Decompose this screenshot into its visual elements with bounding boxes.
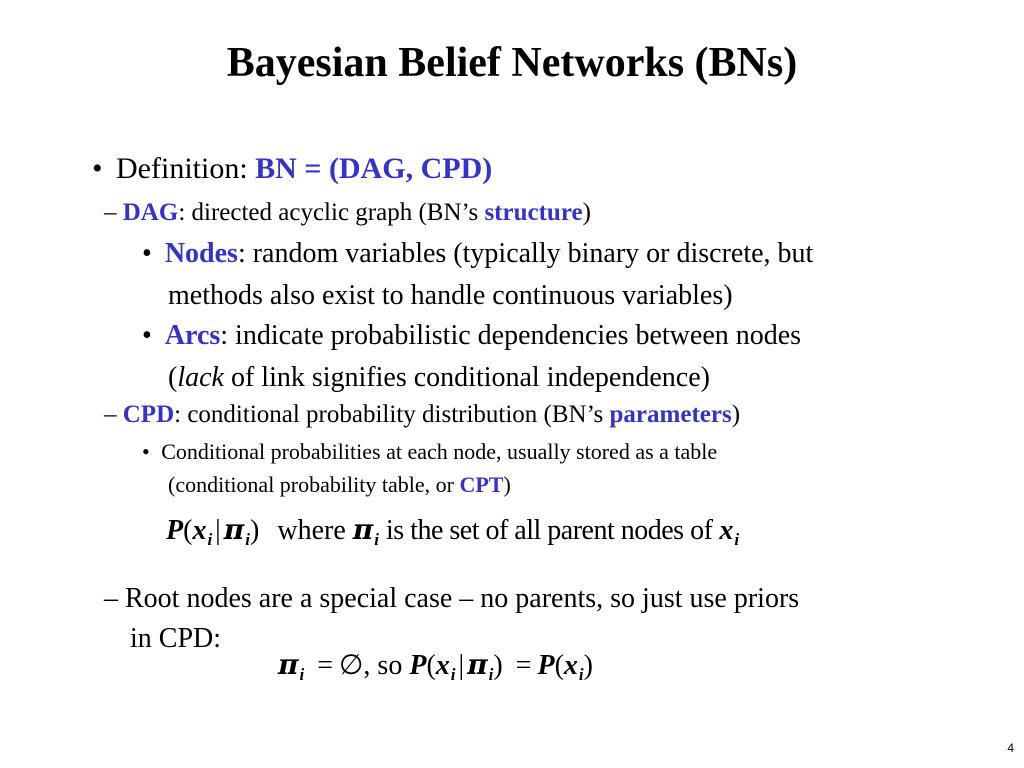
nodes-item bbox=[142, 238, 813, 270]
arcs-line2-italic: lack bbox=[177, 362, 224, 393]
bullet-dot: • bbox=[142, 439, 150, 464]
formula-equals: = bbox=[515, 650, 532, 681]
cpt-line2-text: (conditional probability table, or bbox=[168, 472, 460, 497]
formula-x: x bbox=[719, 515, 734, 546]
formula-empty-set: ∅ bbox=[339, 650, 364, 681]
formula-description: is the set of all parent nodes of bbox=[385, 515, 713, 546]
dag-highlight: structure bbox=[484, 199, 583, 226]
definition-text: Definition: bbox=[116, 152, 256, 185]
nodes-text-line2: methods also exist to handle continuous variables) bbox=[168, 280, 733, 311]
formula-x: x bbox=[435, 650, 450, 681]
formula-conditional-probability bbox=[166, 513, 739, 550]
arcs-text-line1: : indicate probabilistic dependencies between nodes bbox=[220, 320, 802, 351]
formula-comma: , bbox=[363, 650, 371, 681]
formula-P: P bbox=[409, 650, 427, 681]
formula-x: x bbox=[192, 515, 207, 546]
arcs-item bbox=[142, 320, 801, 352]
cpd-term: CPD bbox=[122, 401, 175, 428]
formula-lparen: ( bbox=[426, 650, 436, 681]
bullet-dot: • bbox=[142, 320, 152, 351]
cpd-close: ) bbox=[731, 401, 741, 428]
formula-P: P bbox=[166, 515, 184, 546]
formula-lparen: ( bbox=[183, 515, 193, 546]
formula-sub-i: i bbox=[450, 665, 456, 684]
formula-sub-i: i bbox=[488, 665, 494, 684]
page-number: 4 bbox=[1007, 741, 1014, 755]
dag-item bbox=[104, 199, 591, 227]
root-text-line2: in CPD: bbox=[130, 623, 222, 654]
arcs-line2 bbox=[168, 362, 710, 394]
cpd-text: : conditional probability distribution (BN’s bbox=[174, 401, 610, 428]
dash-marker: – bbox=[104, 401, 117, 428]
formula-sub-i: i bbox=[207, 530, 213, 549]
formula-x: x bbox=[563, 650, 578, 681]
arcs-line2-open: ( bbox=[168, 362, 178, 393]
formula-pi: π bbox=[467, 648, 488, 681]
formula-rparen: ) bbox=[583, 650, 593, 681]
definition-bullet bbox=[92, 152, 492, 186]
dag-term: DAG bbox=[122, 199, 179, 226]
formula-P: P bbox=[537, 650, 555, 681]
cpt-text-line1: Conditional probabilities at each node, usually stored as a table bbox=[161, 439, 718, 464]
formula-rparen: ) bbox=[250, 515, 260, 546]
formula-lparen: ( bbox=[554, 650, 564, 681]
arcs-term: Arcs bbox=[164, 320, 221, 351]
nodes-text-line1: : random variables (typically binary or discrete, but bbox=[237, 238, 814, 269]
dash-marker: – bbox=[104, 583, 118, 614]
definition-highlight: BN = (DAG, CPD) bbox=[255, 152, 493, 185]
formula-bar: | bbox=[458, 650, 465, 681]
cpd-highlight: parameters bbox=[609, 401, 732, 428]
nodes-term: Nodes bbox=[164, 238, 238, 269]
formula-sub-i: i bbox=[245, 530, 251, 549]
cpt-highlight: CPT bbox=[459, 472, 504, 497]
formula-root-prior bbox=[278, 648, 593, 685]
formula-sub-i: i bbox=[734, 530, 740, 549]
cpd-item bbox=[104, 401, 740, 429]
root-text-line1: Root nodes are a special case – no parents, so just use priors bbox=[125, 583, 800, 614]
cpt-item bbox=[142, 439, 717, 465]
arcs-line2-rest: of link signifies conditional independence) bbox=[223, 362, 710, 393]
dag-text: : directed acyclic graph (BN’s bbox=[178, 199, 485, 226]
cpt-line2-close: ) bbox=[503, 472, 511, 497]
formula-equals: = bbox=[317, 650, 334, 681]
bullet-dot: • bbox=[142, 238, 152, 269]
formula-bar: | bbox=[215, 515, 221, 546]
bullet-dot: • bbox=[92, 152, 103, 185]
dag-close: ) bbox=[582, 199, 591, 226]
formula-pi: π bbox=[278, 648, 299, 681]
formula-sub-i: i bbox=[374, 530, 379, 549]
formula-where: where bbox=[277, 515, 346, 546]
dash-marker: – bbox=[104, 199, 117, 226]
formula-rparen: ) bbox=[493, 650, 503, 681]
formula-sub-i: i bbox=[578, 665, 584, 684]
formula-so: so bbox=[377, 650, 403, 681]
root-item bbox=[104, 583, 799, 615]
formula-pi: π bbox=[352, 513, 374, 546]
cpt-line2 bbox=[168, 472, 511, 498]
formula-pi: π bbox=[223, 513, 245, 546]
formula-sub-i: i bbox=[299, 665, 305, 684]
slide-title: Bayesian Belief Networks (BNs) bbox=[226, 40, 798, 86]
